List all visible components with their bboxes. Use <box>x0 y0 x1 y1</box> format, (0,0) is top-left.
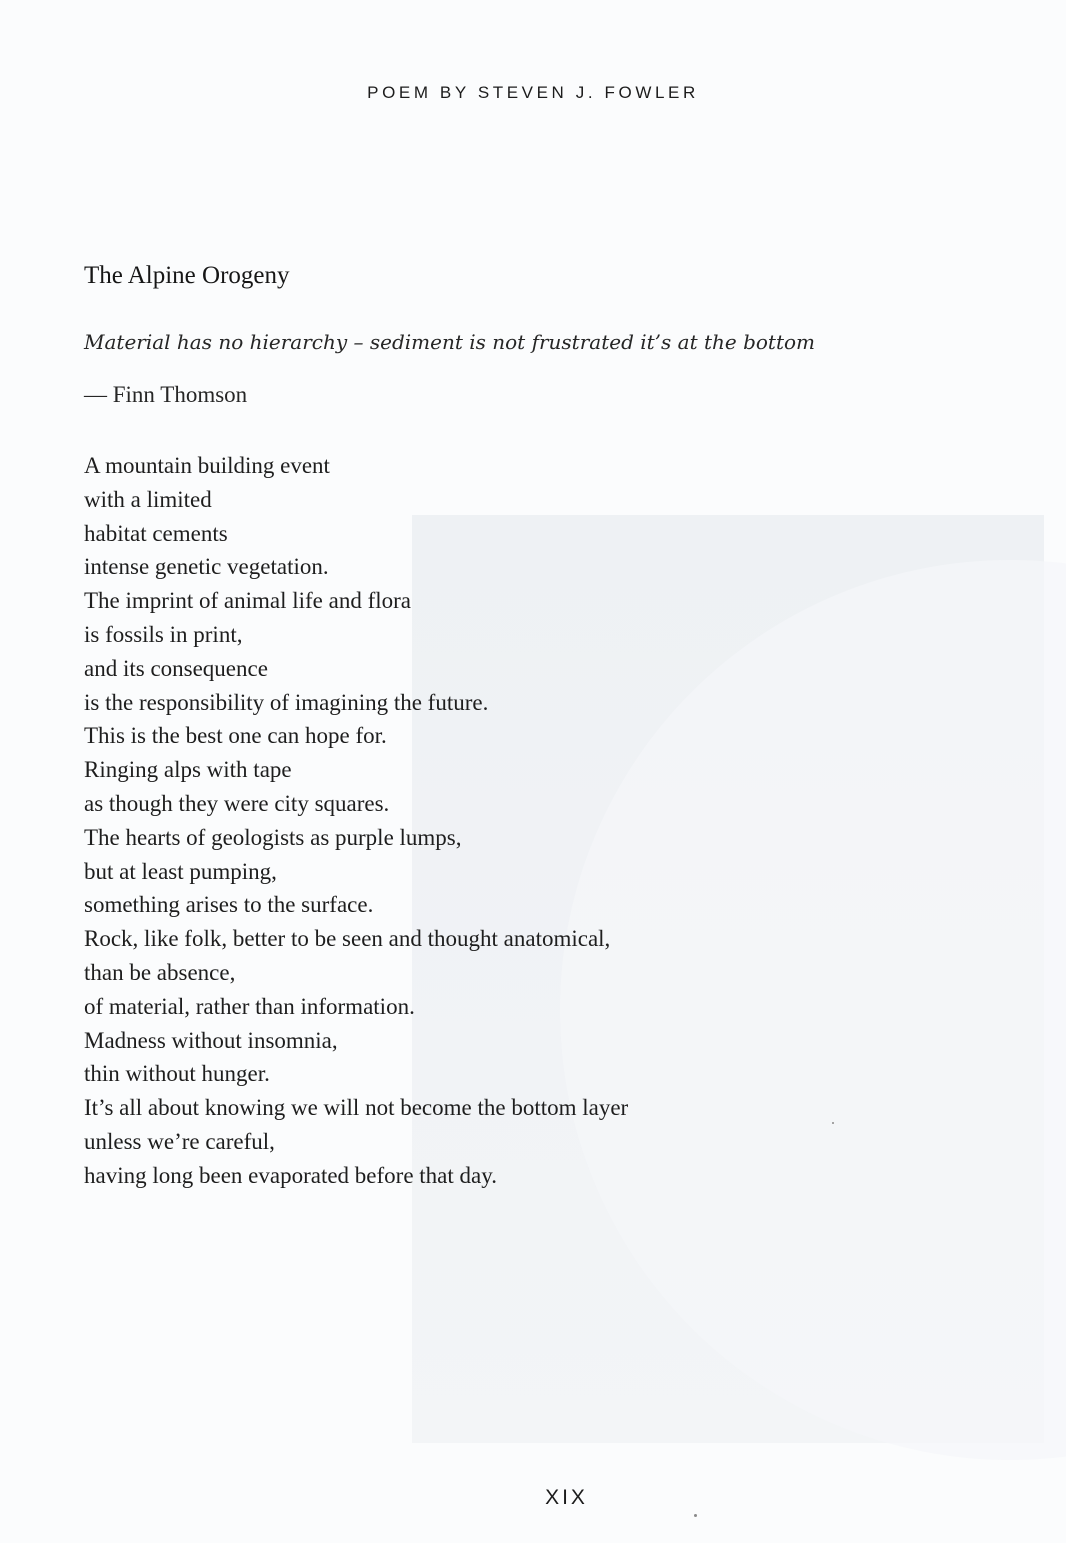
page-number: XIX <box>545 1486 588 1509</box>
poem-line: and its consequence <box>84 655 268 681</box>
poem-line: unless we’re careful, <box>84 1128 275 1154</box>
poem-line: with a limited <box>84 486 212 512</box>
poem-line: of material, rather than information. <box>84 993 415 1019</box>
poem-line: intense genetic vegetation. <box>84 554 329 580</box>
poem-title: The Alpine Orogeny <box>84 262 290 289</box>
running-head: POEM BY STEVEN J. FOWLER <box>367 83 699 102</box>
poem-line: thin without hunger. <box>84 1061 270 1087</box>
paper-speck <box>694 1514 697 1517</box>
poem-line: is fossils in print, <box>84 621 243 647</box>
poem-line: habitat cements <box>84 520 228 546</box>
poem-line: The imprint of animal life and flora <box>84 588 411 614</box>
poem-line: than be absence, <box>84 959 236 985</box>
poem-line: having long been evaporated before that day. <box>84 1162 497 1188</box>
poem-line: Madness without insomnia, <box>84 1027 338 1053</box>
poem-line: This is the best one can hope for. <box>84 723 387 749</box>
paper-speck <box>832 1122 834 1124</box>
epigraph: Material has no hierarchy – sediment is not frustrated it’s at the bottom <box>84 330 816 354</box>
poem-line: The hearts of geologists as purple lumps, <box>84 824 462 850</box>
epigraph-attribution: — Finn Thomson <box>84 382 248 407</box>
poem-line: is the responsibility of imagining the future. <box>84 689 489 715</box>
poem-body <box>84 449 628 1193</box>
poem-line: as though they were city squares. <box>84 790 390 816</box>
poem-line: It’s all about knowing we will not become the bottom layer <box>84 1095 629 1121</box>
poem-line: Ringing alps with tape <box>84 757 292 783</box>
poem-line: Rock, like folk, better to be seen and thought anatomical, <box>84 926 611 952</box>
poem-line: A mountain building event <box>84 453 330 478</box>
poem-line: but at least pumping, <box>84 858 277 884</box>
poem-line: something arises to the surface. <box>84 892 374 918</box>
